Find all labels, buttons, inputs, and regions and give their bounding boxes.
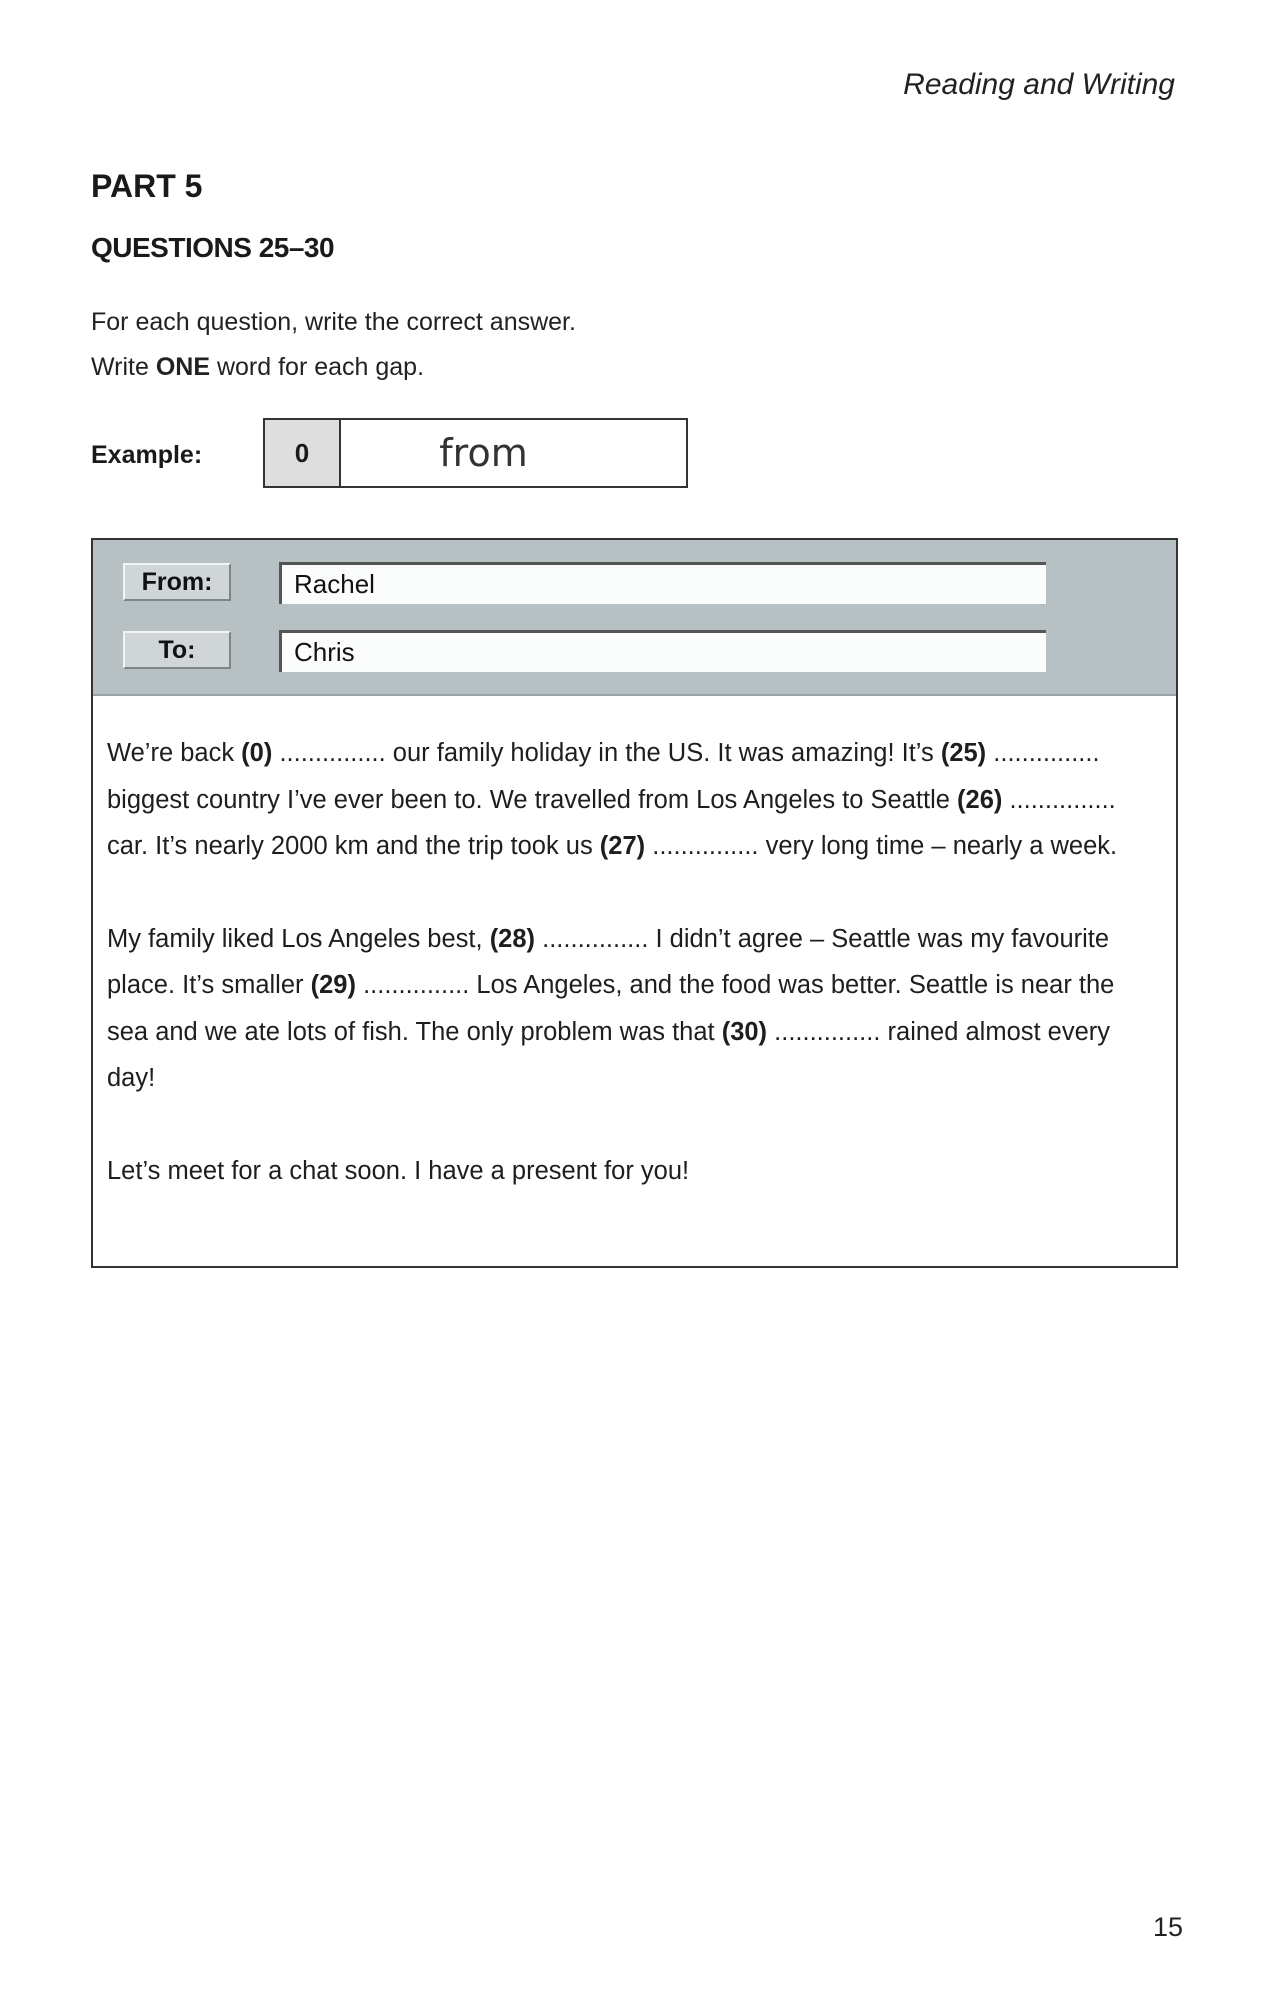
body-text: rained almost every day!: [107, 1017, 1111, 1092]
body-text: Los Angeles, and the food was better. Seattle is near the sea and we ate lots of fish. The only problem was that: [107, 971, 1115, 1046]
example-label: Example:: [91, 441, 203, 469]
email-body: [93, 696, 1176, 1194]
example-answer: from: [439, 431, 528, 475]
gap-dots: ...............: [993, 739, 1100, 767]
body-text: biggest country I’ve ever been to. We travelled from Los Angeles to Seattle: [107, 785, 958, 814]
gap-number-28: (28): [489, 924, 536, 953]
to-label: To:: [123, 631, 231, 669]
gap-dots: ...............: [774, 1017, 881, 1046]
email-header: [93, 540, 1176, 696]
gap-number-30: (30): [721, 1017, 768, 1046]
from-label: From:: [123, 563, 231, 601]
email-paragraph-3: Let’s meet for a chat soon. I have a present for you!: [107, 1156, 690, 1185]
from-field: Rachel: [279, 562, 1046, 604]
gap-dots: ...............: [279, 739, 386, 767]
body-text: very long time – nearly a week.: [758, 832, 1118, 860]
body-text: our family holiday in the US. It was amazing! It’s: [385, 739, 941, 767]
gap-number-27: (27): [599, 832, 646, 860]
gap-dots: ...............: [363, 971, 470, 999]
gap-number-29: (29): [310, 971, 356, 999]
instruction-text: word for each gap.: [210, 353, 425, 381]
section-header: Reading and Writing: [903, 68, 1175, 101]
body-text: I didn’t agree – Seattle was my favourite place. It’s smaller: [107, 924, 1110, 999]
gap-dots: ...............: [542, 924, 649, 953]
email-paragraph-1: [107, 730, 1162, 870]
example-box: [263, 418, 688, 488]
questions-title: QUESTIONS 25–30: [91, 232, 335, 263]
page-number: 15: [1153, 1912, 1184, 1942]
gap-number-26: (26): [957, 785, 1003, 814]
body-text: We’re back: [107, 739, 242, 767]
instruction-emphasis: ONE: [155, 353, 211, 381]
example-number: 0: [265, 420, 341, 486]
email-paragraph-2: [107, 916, 1162, 1102]
instruction-text: Write: [91, 353, 156, 381]
gap-number-25: (25): [940, 739, 987, 767]
body-text: My family liked Los Angeles best,: [107, 924, 490, 953]
gap-dots: ...............: [652, 832, 759, 860]
part-title: PART 5: [91, 168, 203, 204]
body-text: car. It’s nearly 2000 km and the trip took us: [107, 832, 600, 860]
gap-number-0: (0): [241, 739, 273, 767]
instruction-line-1: For each question, write the correct answer.: [91, 308, 576, 336]
instruction-line-2: [91, 353, 424, 382]
gap-dots: ...............: [1009, 785, 1116, 814]
to-field: Chris: [279, 630, 1046, 672]
email-box: [91, 538, 1178, 1268]
